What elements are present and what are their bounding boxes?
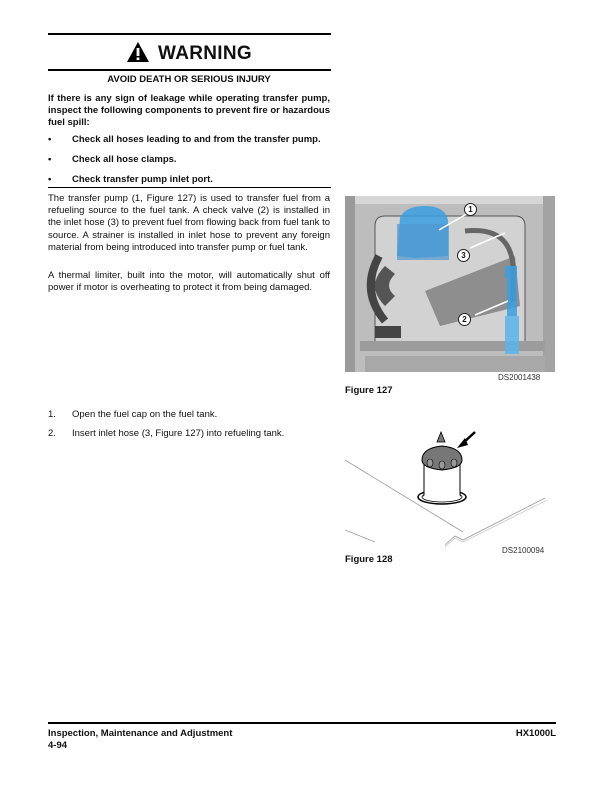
- bullet-item: [48, 149, 338, 169]
- footer-rule: [48, 722, 556, 724]
- bullet-glyph: •: [48, 153, 52, 165]
- procedure-steps: [48, 405, 338, 443]
- callout-2: 2: [458, 313, 471, 326]
- step-number: 2.: [48, 428, 56, 439]
- bullet-text: Check all hoses leading to and from the transfer pump.: [72, 133, 321, 145]
- bullet-glyph: •: [48, 173, 52, 185]
- figure-127-id: DS2001438: [498, 373, 541, 382]
- step-item: [48, 424, 338, 443]
- figure-127-image: [345, 196, 555, 372]
- warning-header: [48, 40, 330, 68]
- warning-top-rule: [48, 33, 331, 35]
- step-text: Open the fuel cap on the fuel tank.: [72, 409, 218, 420]
- figure-128-id: DS2100094: [502, 546, 545, 555]
- pump-highlight: [397, 206, 449, 260]
- check-valve-highlight: [505, 266, 519, 354]
- step-item: [48, 405, 338, 424]
- footer-model: HX1000L: [515, 728, 556, 739]
- bullet-item: [48, 169, 338, 189]
- callout-1: 1: [464, 203, 477, 216]
- bullet-glyph: •: [48, 133, 52, 145]
- footer-left: [48, 728, 232, 752]
- callout-3: 3: [457, 249, 470, 262]
- warning-body: If there is any sign of leakage while operating transfer pump, inspect the following components to prevent fire or hazardous fuel spill:: [48, 93, 330, 128]
- footer-page-number: 4-94: [48, 740, 68, 751]
- bullet-text: Check all hose clamps.: [72, 153, 177, 165]
- warning-title: WARNING: [158, 43, 252, 64]
- warning-bullet-list: [48, 129, 338, 189]
- step-text: Insert inlet hose (3, Figure 127) into refueling tank.: [72, 428, 285, 439]
- figure-128-caption: Figure 128: [345, 554, 393, 565]
- figure-127-caption: Figure 127: [345, 385, 393, 396]
- warning-header-rule: [48, 69, 331, 71]
- footer-section-title: Inspection, Maintenance and Adjustment: [48, 728, 233, 739]
- figure-128-image: [345, 420, 555, 550]
- paragraph-transfer-pump: The transfer pump (1, Figure 127) is used to transfer fuel from a refueling source to the fuel tank. A check valve (2) is installed in the inlet hose (3) to prevent fuel from flowing back from fuel tank to source. A strainer is installed in inlet hose to prevent any foreign material from being introduced into transfer pump or fuel tank.: [48, 193, 330, 253]
- paragraph-thermal-limiter: A thermal limiter, built into the motor, will automatically shut off power if motor is overheating to protect it from being damaged.: [48, 270, 330, 294]
- warning-bottom-rule: [48, 187, 331, 188]
- warning-subtitle: AVOID DEATH OR SERIOUS INJURY: [107, 74, 271, 85]
- bullet-item: [48, 129, 338, 149]
- bullet-text: Check transfer pump inlet port.: [72, 173, 213, 185]
- warning-triangle-icon: [126, 41, 150, 68]
- step-number: 1.: [48, 409, 56, 420]
